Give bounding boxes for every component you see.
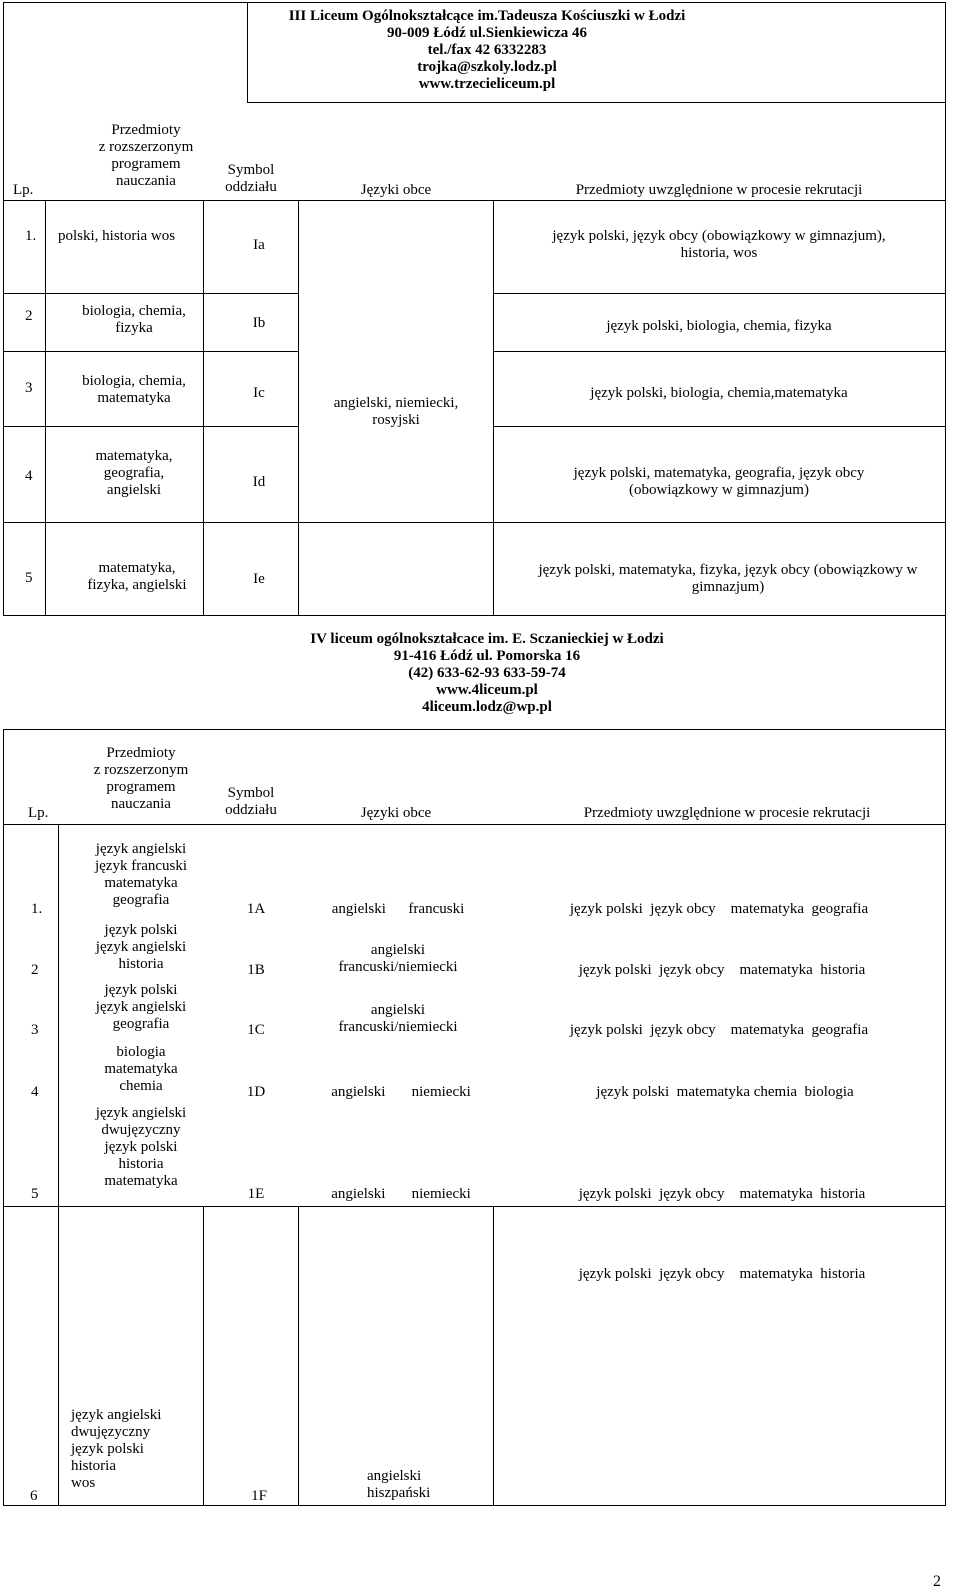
row-3-subjects: biologia, chemia, matematyka: [82, 373, 186, 406]
t2-row-2-lp: 2: [31, 962, 39, 978]
t2-row-6-subjects: język angielski dwujęzyczny język polski historia wos: [71, 1407, 162, 1491]
t2-row-5-languages: angielski niemiecki: [331, 1186, 471, 1202]
t2-row-1-recruitment: język polski język obcy matematyka geografia: [569, 901, 869, 917]
row-4-lp: 4: [25, 468, 33, 484]
t2-row-4-symbol: 1D: [246, 1084, 266, 1100]
shared-languages: angielski, niemiecki, rosyjski: [333, 395, 459, 428]
row-5-symbol: Ie: [253, 571, 265, 587]
school-2-header: IV liceum ogólnokształcace im. E. Sczanieckiej w Łodzi 91-416 Łódź ul. Pomorska 16 (42) 633-62-93 633-59-74 www.4liceum.pl 4liceum.lodz@wp.pl: [310, 631, 664, 715]
t2-row-2-subjects: język polski język angielski historia: [95, 922, 187, 972]
row-3-lp: 3: [25, 380, 33, 396]
t2-row-3-languages: angielski francuski/niemiecki: [338, 1002, 458, 1035]
row-2-symbol: Ib: [252, 315, 266, 331]
t2-row-6-lp: 6: [30, 1488, 38, 1504]
row-2-lp: 2: [25, 308, 33, 324]
t2-row-2-languages: angielski francuski/niemiecki: [338, 942, 458, 975]
col-header-lp-2: Lp.: [28, 805, 49, 821]
col-header-lp: Lp.: [13, 182, 34, 198]
t2-row-4-subjects: biologia matematyka chemia: [104, 1044, 178, 1094]
row-3-symbol: Ic: [253, 385, 265, 401]
col-header-symbol: Symbol oddziału: [225, 162, 277, 195]
row-2-recruitment: język polski, biologia, chemia, fizyka: [606, 318, 832, 334]
t2-row-5-lp: 5: [31, 1186, 39, 1202]
row-4-symbol: Id: [252, 474, 266, 490]
col-header-languages: Języki obce: [360, 182, 432, 198]
t2-row-1-subjects: język angielski język francuski matematyka geografia: [94, 841, 188, 908]
row-5-recruitment: język polski, matematyka, fizyka, język obcy (obowiązkowy w gimnazjum): [538, 562, 918, 595]
t2-row-6-recruitment: język polski język obcy matematyka historia: [578, 1266, 866, 1282]
row-1-recruitment: język polski, język obcy (obowiązkowy w gimnazjum), historia, wos: [552, 228, 886, 261]
row-5-lp: 5: [25, 570, 33, 586]
t2-row-1-languages: angielski francuski: [331, 901, 465, 917]
t2-row-6-languages: angielski hiszpański: [367, 1468, 431, 1501]
row-4-recruitment: język polski, matematyka, geografia, język obcy (obowiązkowy w gimnazjum): [573, 465, 865, 498]
t2-row-4-recruitment: język polski matematyka chemia biologia: [596, 1084, 854, 1100]
school-1-header: III Liceum Ogólnokształcące im.Tadeusza Kościuszki w Łodzi 90-009 Łódź ul.Sienkiewicza 46 tel./fax 42 6332283 trojka@szkoly.lodz.pl www.trzecieliceum.pl: [288, 8, 686, 92]
t2-row-5-subjects: język angielski dwujęzyczny język polski historia matematyka: [95, 1105, 187, 1189]
page-number: 2: [933, 1573, 941, 1590]
col-header-recruitment: Przedmioty uwzględnione w procesie rekrutacji: [575, 182, 863, 198]
row-1-subjects: polski, historia wos: [58, 228, 176, 244]
row-1-lp: 1.: [25, 228, 37, 244]
row-2-subjects: biologia, chemia, fizyka: [82, 303, 186, 336]
t2-row-4-lp: 4: [31, 1084, 39, 1100]
t2-row-6-symbol: 1F: [251, 1488, 267, 1504]
t2-row-2-recruitment: język polski język obcy matematyka historia: [578, 962, 866, 978]
row-5-subjects: matematyka, fizyka, angielski: [87, 560, 187, 593]
col-header-subjects-2: Przedmioty z rozszerzonym programem nauczania: [93, 745, 189, 812]
t2-row-3-subjects: język polski język angielski geografia: [95, 982, 187, 1032]
t2-row-1-symbol: 1A: [246, 901, 266, 917]
row-3-recruitment: język polski, biologia, chemia,matematyka: [590, 385, 848, 401]
row-1-symbol: Ia: [253, 237, 265, 253]
t2-row-3-lp: 3: [31, 1022, 39, 1038]
col-header-languages-2: Języki obce: [360, 805, 432, 821]
col-header-recruitment-2: Przedmioty uwzględnione w procesie rekrutacji: [583, 805, 871, 821]
t2-row-3-symbol: 1C: [247, 1022, 265, 1038]
row-4-subjects: matematyka, geografia, angielski: [95, 448, 173, 498]
col-header-subjects: Przedmioty z rozszerzonym programem nauczania: [98, 122, 194, 189]
t2-row-5-symbol: 1E: [247, 1186, 265, 1202]
t2-row-2-symbol: 1B: [247, 962, 265, 978]
t2-row-5-recruitment: język polski język obcy matematyka historia: [578, 1186, 866, 1202]
col-header-symbol-2: Symbol oddziału: [225, 785, 277, 818]
t2-row-4-languages: angielski niemiecki: [331, 1084, 471, 1100]
t2-row-1-lp: 1.: [31, 901, 43, 917]
t2-row-3-recruitment: język polski język obcy matematyka geografia: [569, 1022, 869, 1038]
